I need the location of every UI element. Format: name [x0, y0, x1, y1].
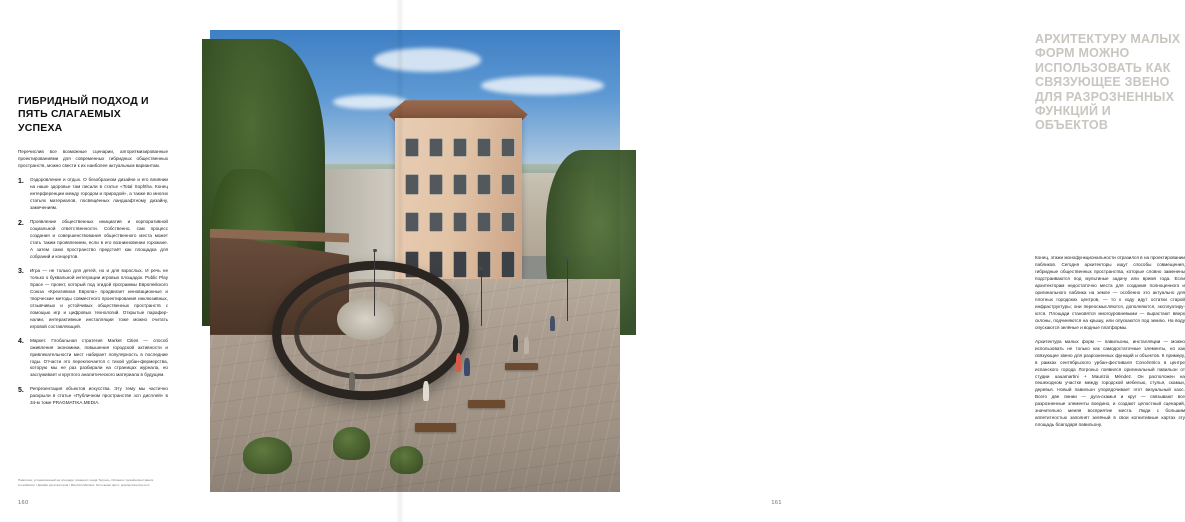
person — [550, 316, 555, 331]
shrub — [390, 446, 423, 474]
left-headline: ГИБРИДНЫЙ ПОДХОД И ПЯТЬ СЛАГАЕМЫХ УСПЕХА — [18, 95, 149, 134]
cloud — [333, 95, 407, 109]
bench — [415, 423, 456, 432]
person — [456, 353, 461, 371]
window — [429, 138, 443, 157]
list-item: Проявление общественных инициатив и корпоративной социальной ответственности. Собственно, сам процесс создания и совершенствования общественного места может стать таким проявлением, если в его возникновении горожане. А затем само пространство предстаёт как площадка для собраний и концертов. — [30, 219, 168, 259]
left-text-column — [18, 95, 168, 414]
page-number-left: 160 — [18, 500, 29, 506]
window — [453, 212, 467, 233]
ground-floor-opening — [501, 251, 515, 278]
person — [423, 381, 429, 401]
cloud — [374, 48, 481, 71]
street-lamp — [567, 261, 568, 321]
person — [464, 358, 469, 376]
ground-floor-opening — [477, 251, 491, 278]
cloud — [481, 76, 604, 94]
window — [405, 212, 419, 233]
right-paragraph: Конец, этажи монофункциональности отразился в на проектировании пабликов. Сегодня архитекторы ищут способы совмещения, гибридные общественных пространства, которые словно заменены подстраиваются под мультиные задачу или время года. Если архитекторам недостаточно места для создания полноценного и оригинального паблика на земле — особенно это актуально для плотных городских центров, — то к ходу идут остатки старой инфраструктуры; они переосмысляются, дополняются, эксплуатируются. Площади становятся многоуровневыми — вырастают вверх склоны, подчиняются на крышу, или опускаются под землю. На воду опускаются зелёные и водные платформы. — [1035, 255, 1185, 330]
shrub — [243, 437, 292, 474]
right-headline: АРХИТЕКТУРУ МАЛЫХ ФОРМ МОЖНО ИСПОЛЬЗОВАТЬ КАК СВЯЗУЮЩЕЕ ЗВЕНО ДЛЯ РАЗРОЗНЕННЫХ ФУНКЦИЙ И ОБЪЕКТОВ — [1035, 32, 1181, 133]
window — [501, 174, 515, 195]
list-item: Оздоровление и отдых. О безобразном дизайне и его влиянии на наше здоровье там писали в статье «Total Sophtha. Конец интерференции между городом и природой», а также во многих статьях материалов, посвящённых ландшафтному дизайну, замечениям. — [30, 177, 168, 211]
person — [349, 372, 354, 390]
window — [477, 212, 491, 233]
list-item: Репрезентация объектов искусства. Эту тему мы частично раскрыли в статье «Публичном пространстве эсп дисплей» в 34-м томе PRAGMATIKA.MEDIA. — [30, 386, 168, 406]
photo-credit: Памятник, установленный на площади ломаного гнада Теруэль, Испания / дизайн-фестиваля Conciliatrion / Дизайн архитекторов / Maurizio Méndez. Источники фото: arquitectureviva.com — [18, 478, 154, 487]
page-number-right: 161 — [771, 500, 782, 506]
central-fountain — [337, 298, 394, 340]
window — [429, 212, 443, 233]
window — [429, 174, 443, 195]
right-paragraph: Архитектура малых форм — павильоны, инсталляции — можно использовать не только как самодостаточные элементы, но как связующее звено для разрозненных функций и объектов. К примеру, в рамках сентябрьского урбан-фестиваля Concéntrico в центре испанского города Логроньо появился оригинальный павильон от студии uauamartini + Maurizio Méndez. Он расположен на пешеходном участке между городской мебелью, стулья, скамьи, деревья. Новый павильон упорядочивает этот визуальный хаос. Всего две линии — дуга-скамья и круг — связывают все разрозненные элементы воедино, и создают целостный сценарий, значительно меняя восприятие места. Люди с большим аппетитностью заполнят зелёный в свои когнитивные картах эту площадь благодаря павильону. — [1035, 338, 1185, 428]
left-intro-paragraph: Перечислив все возможные сценарии, алгоритмизированные проектированиями для современных гибридных общественных пространств, можно свести к их наиболее актуальным вариантам. — [18, 149, 168, 169]
window — [453, 174, 467, 195]
list-item: Маркет. Глобальная стратегия Market Cities — способ оживления экономики, повышения городской активности и привлекательности мест набирает популярность в последние годы. Отчасти это переключается с тихой урбан-фермерства, которую мы не раз разбирали на страницах журнала, но заслуживает и круглого аналитического материала в будущем. — [30, 337, 168, 378]
window — [477, 138, 491, 157]
street-lamp — [481, 270, 482, 325]
window — [501, 212, 515, 233]
photo-scene — [210, 30, 620, 492]
plaza-photograph — [210, 30, 620, 492]
person — [513, 335, 518, 352]
window — [477, 174, 491, 195]
bench — [468, 400, 505, 408]
shrub — [333, 427, 370, 459]
ground-floor-opening — [453, 251, 467, 278]
window — [405, 138, 419, 157]
success-factors-list — [18, 177, 168, 407]
person — [524, 337, 529, 354]
main-apartment-building — [395, 118, 522, 289]
street-lamp — [374, 252, 375, 317]
right-text-column — [1035, 255, 1185, 436]
list-item: Игра — не только для детей, но и для взрослых. И речь не только о буквальной интеграции игровых площадок. Public Play Space — проект, который под эгидой программы Европейского Союза «Креативная Европа» продвигает инновационные и творческие методы совместного проектирования инклюзивных, отзывчивых и устойчивых общественных пространств с помощью игр и цифровых технологий. Открытые параферналии, интерактивные инсталляции тоже можно считать игровой составляющей. — [30, 267, 168, 329]
window — [453, 138, 467, 157]
window — [405, 174, 419, 195]
bench — [505, 363, 538, 370]
window — [501, 138, 515, 157]
